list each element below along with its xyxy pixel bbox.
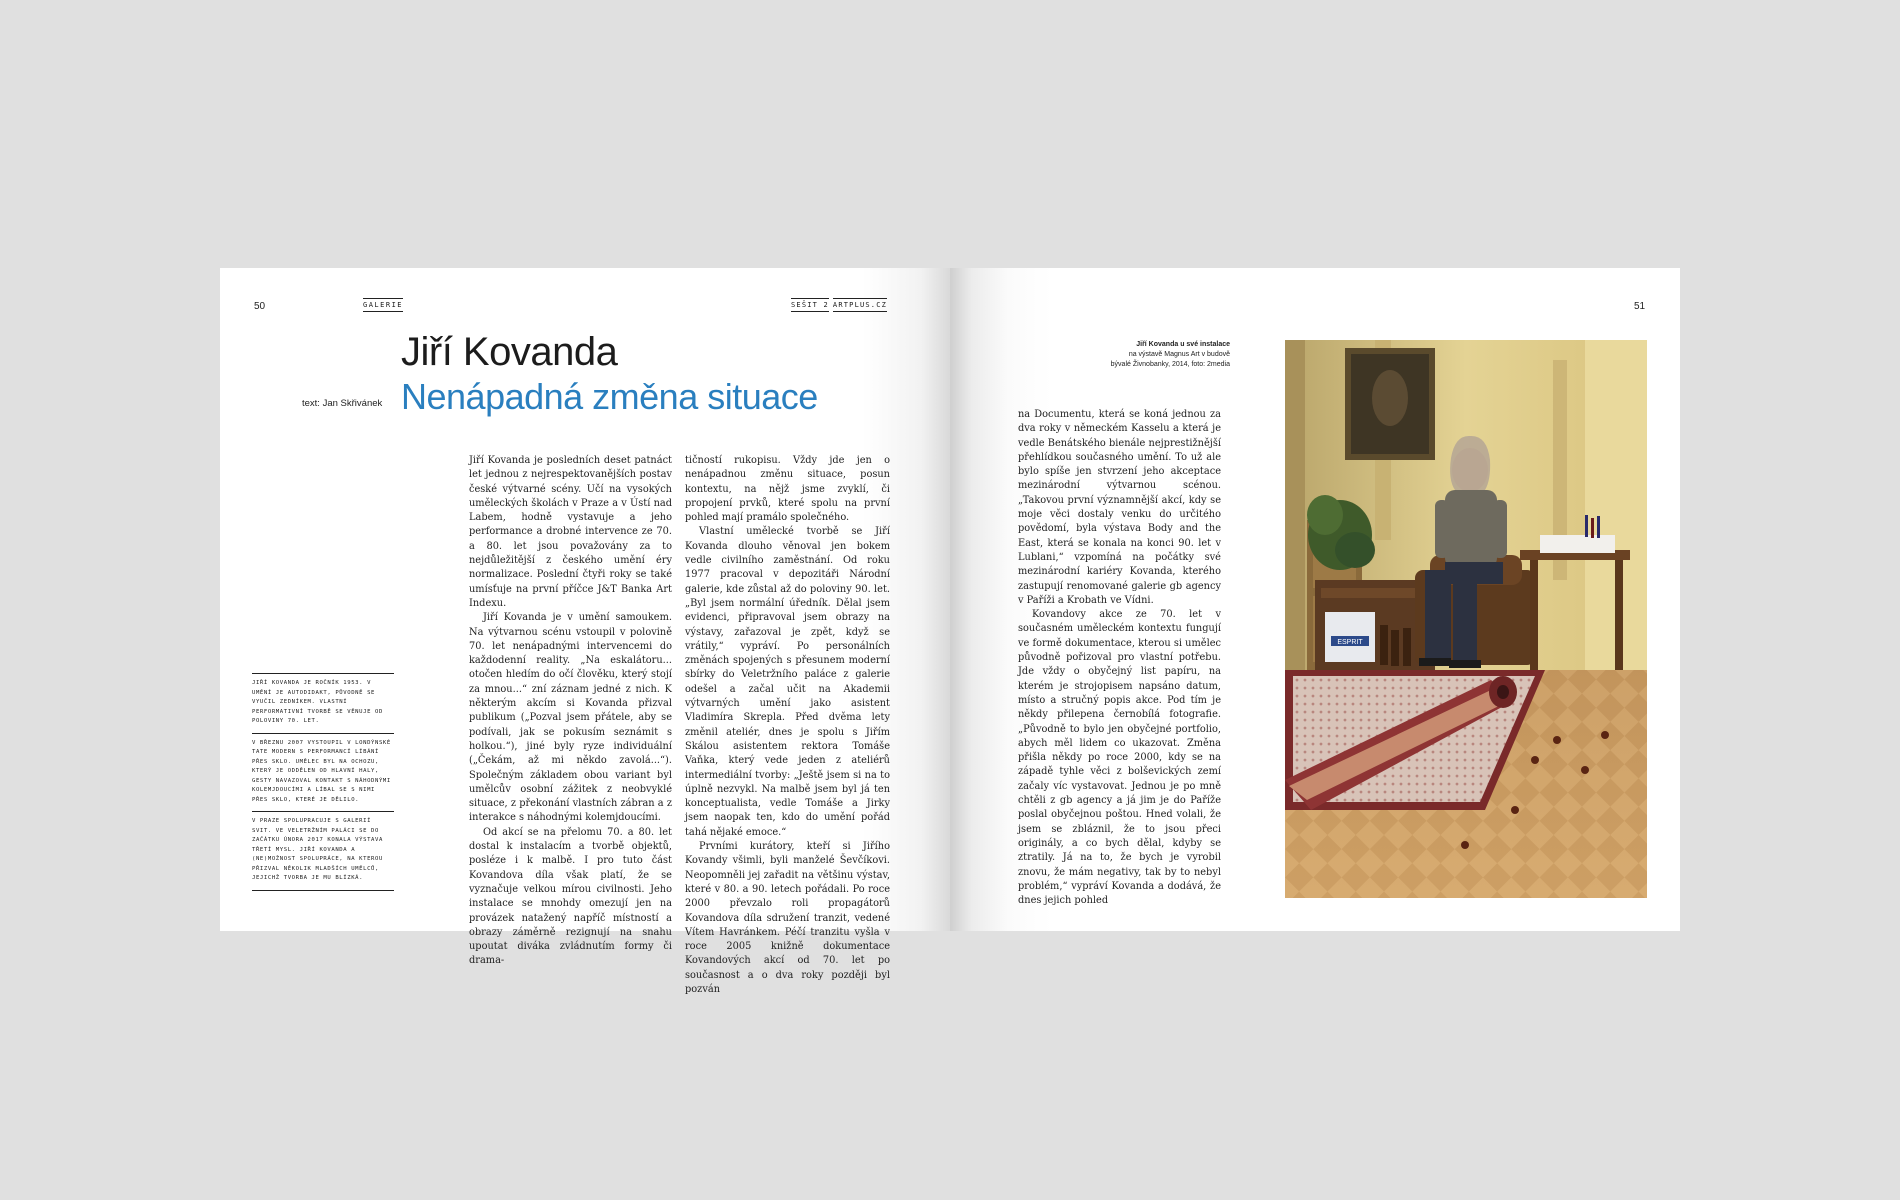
paragraph: na Documentu, která se koná jednou za dva roky v německém Kasselu a která je vedle Benátského bienále nejprestižnější přehlídkou současného umění. To už ale bylo spíše jen stvrzení jeho akceptace mezinárodní výtvarnou scénou. „Takovou první významnější akcí, kdy se moje věci dostaly venku do určitého povědomí, byla výstava Body and the East, která se konala na konci 90. let v Lublani,“ vzpomíná na počátky své mezinárodní kariéry Kovanda, kterého zastupují renomované galerie gb agency v Paříži a Krobath ve Vídni. (1018, 409, 1221, 606)
bag-label: ESPRIT (1337, 639, 1363, 646)
left-page (220, 268, 950, 995)
paragraph: Od akcí se na přelomu 70. a 80. let dostal k instalacím a tvorbě objektů, posléze i k malbě. I pro tuto část Kovandova díla však platí, že se vyznačuje velkou mírou civilnosti. Jeho instalace se mnohdy omezují jen na provázek natažený napříč místností a obrazy záměrně rezignují na snahu upoutat diváka zvládnutím formy či drama- (469, 826, 672, 967)
sidenote: V PRAZE SPOLUPRACUJE S GALERIÍ SVIT. VE VELETRŽNÍM PALÁCI SE DO ZAČÁTKU ÚNORA 2017 KONALA VÝSTAVA TŘETÍ MYSL. JIŘÍ KOVANDA A (NE)MOŽNOST SPOLUPRÁCE, NA KTEROU PŘIZVAL NĚKOLIK MLADŠÍCH UMĚLCŮ, JEJICHŽ TVORBA JE MU BLÍZKÁ. (252, 811, 394, 891)
paragraph: tičností rukopisu. Vždy jde jen o nenápadnou změnu situace, posun kontextu, na nějž jsme zvyklí, či propojení prvků, které spolu na první pohled mají pramálo společného. (685, 455, 890, 524)
page-number-right: 51 (1634, 301, 1646, 312)
paragraph: Prvními kurátory, kteří si Jiřího Kovandy všimli, byli manželé Ševčíkovi. Neopomněli jej zařadit na většinu výstav, které v 80. a 90. letech pořádali. Po roce 2000 převzalo roli propagátorů Kovandova díla sdružení tranzit, vedené Vítem Havránkem. Péčí tranzitu vyšla v roce 2005 knižně dokumentace Kovandových akcí od 70. let po současnost a o dva roky později byl pozván (685, 841, 890, 995)
paragraph: Jiří Kovanda je v umění samoukem. Na výtvarnou scénu vstoupil v polovině 70. let nenápadnými intervencemi do každodenní reality. „Na eskalátoru... otočen hledím do očí člověku, který stojí za mnou...“ zní záznam jedné z nich. K některým akcím si Kovanda přizval publikum („Pozval jsem přátele, aby se podívali, jak se pokusím seznámit s holkou.“), jiné byly ryze individuální („Čekám, až mi někdo zavolá...“). Společným základem obou variant byl umělcův osobní zážitek z neobvyklé situace, z překonání vlastních zábran a z interakce s náhodnými kolemjdoucími. (469, 612, 672, 824)
artist-photo-illustration (1285, 340, 1647, 898)
caption-text: na výstavě Magnus Art v budově bývalé Živnobanky, 2014, foto: 2media (1110, 351, 1230, 368)
sidenote: JIŘÍ KOVANDA JE ROČNÍK 1953. V UMĚNÍ JE AUTODIDAKT, PŮVODNĚ SE VYUČIL ZEDNÍKEM. VLASTNÍ PERFORMATIVNÍ TVORBĚ SE VĚNUJE OD POLOVINY 70. LET. (252, 673, 394, 733)
paragraph: Kovandovy akce ze 70. let v současném uměleckém kontextu fungují ve formě dokumentace, kterou si umělec původně pořizoval pro vlastní potřebu. Jde vždy o obyčejný list papíru, na kterém je strojopisem napsáno datum, místo a stručný popis akce. Pod tím je někdy přilepena černobílá fotografie. „Původně to bylo jen obyčejné portfolio, abych měl lidem co ukazovat. Změna přišla někdy po roce 2000, kdy se na západě tyhle věci z bolševických zemí začaly víc vystavovat. Jednou je po mně chtěli z gb agency a já jim je do Paříže poslal obyčejnou poštou. Hned volali, že jsem se zbláznil, že to jsou přeci originály, a co bych dělal, kdyby se ztratily. Já na to, že bych je vyrobil znovu, že mám negativy, tak by to nebyl problém,“ vypráví Kovanda a dodává, že dnes jejich pohled (1018, 609, 1221, 907)
artist-photo (1285, 340, 1647, 898)
issue-label: SEŠIT 2 (791, 298, 829, 312)
sidenote: V BŘEZNU 2007 VYSTOUPIL V LONDÝNSKÉ TATE MODERN S PERFORMANCÍ LÍBÁNÍ PŘES SKLO. UMĚLEC BYL NA OCHOZU, KTERÝ JE ODDĚLEN OD HLAVNÍ HALY, GESTY NAVAZOVAL KONTAKT S NÁHODNÝMI KOLEMJDOUCÍMI A LÍBAL SE S NIMI PŘES SKLO, KTERÉ JE DĚLILO. (252, 733, 394, 812)
paragraph: Vlastní umělecké tvorbě se Jiří Kovanda dlouho věnoval jen bokem vedle civilního zaměstnání. Od roku 1977 pracoval v depozitáři Národní galerie, kde zůstal až do poloviny 90. let. „Byl jsem normální úředník. Dělal jsem evidenci, připravoval jsem obrazy na výstavy, zařazoval je zpět, když se vrátily,“ vypráví. Po personálních změnách spojených s přesunem moderní sbírky do Veletržního paláce z galerie odešel a začal učit na Akademii výtvarných umění jako asistent Vladimíra Skrepla. Před dvěma lety změnil ateliér, dnes je spolu s Jiřím Skálou asistentem rektora Tomáše Vaňka, který vede jeden z ateliérů intermediální tvorby: „Ještě jsem si na to úplně nezvykl. Na malbě jsem byl já ten konceptualista, vedle Tomáše a Jirky jsem naopak ten, kdo do umění pořád tahá nějaké emoce.“ (685, 526, 890, 838)
text-column-2 (685, 454, 890, 997)
page-number-left: 50 (254, 301, 266, 312)
byline: text: Jan Skřivánek (302, 398, 383, 409)
section-tag: GALERIE (363, 298, 403, 312)
photo-caption (1108, 340, 1230, 370)
caption-title: Jiří Kovanda u své instalace (1136, 341, 1230, 348)
article-subtitle: Nenápadná změna situace (401, 376, 818, 417)
paragraph: Jiří Kovanda je posledních deset patnáct let jednou z nejrespektovanějších postav české výtvarné scény. Učí na vysokých uměleckých školách v Praze a v Ústí nad Labem, hodně vystavuje a jeho performance a drobné intervence ze 70. a 80. let jsou považovány za to nejdůležitější z českého umění éry normalizace. Poslední čtyři roky se také umísťuje na první příčce J&T Banka Art Indexu. (469, 455, 672, 609)
right-page (950, 268, 1680, 931)
text-column-1 (469, 454, 672, 969)
site-label: ARTPLUS.CZ (833, 298, 887, 312)
issue-tags (791, 298, 887, 312)
magazine-spread (220, 268, 1680, 995)
text-column-3 (1018, 408, 1221, 908)
sidenotes (252, 673, 394, 891)
article-title: Jiří Kovanda (401, 330, 618, 374)
